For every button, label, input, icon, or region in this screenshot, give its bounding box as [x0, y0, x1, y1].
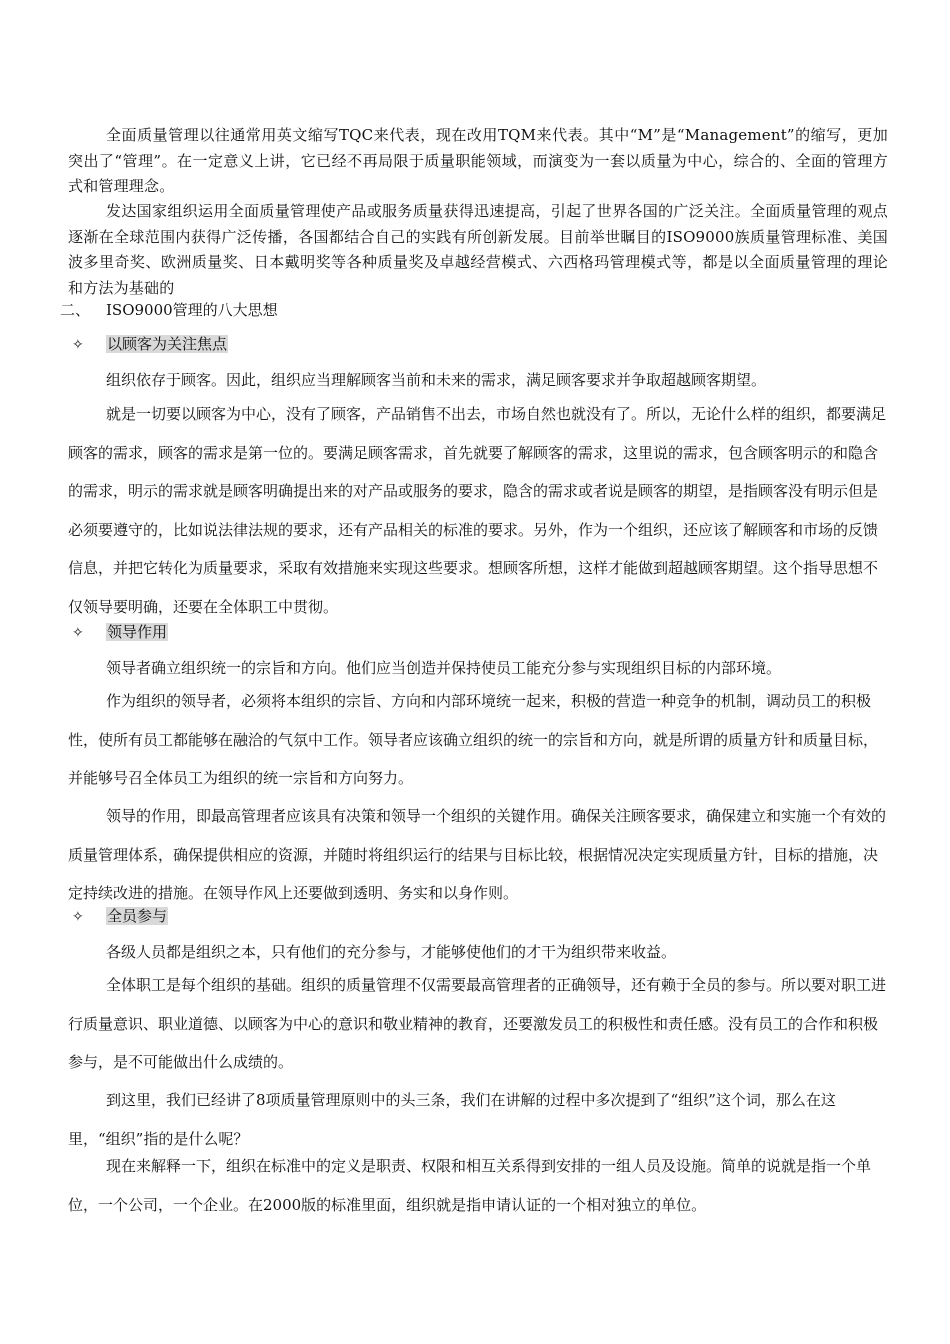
- principle-2-title: 领导作用: [107, 623, 168, 641]
- principle-1-summary: 组织依存于顾客。因此，组织应当理解顾客当前和未来的需求，满足顾客要求并争取超越顾客期望。: [106, 371, 767, 389]
- principle-1-detail: 就是一切要以顾客为中心，没有了顾客，产品销售不出去，市场自然也就没有了。所以，无论什么样的组织，都要满足顾客的需求，顾客的需求是第一位的。要满足顾客需求，首先就要了解顾客的需求，这里说的需求，包含顾客明示的和隐含的需求，明示的需求就是顾客明确提出来的对产品或服务的要求，隐含的需求或者说是顾客的期望，是指顾客没有明示但是必须要遵守的，比如说法律法规的要求，还有产品相关的标准的要求。另外，作为一个组织，还应该了解顾客和市场的反馈信息，并把它转化为质量要求，采取有效措施来实现这些要求。想顾客所想，这样才能做到超越顾客期望。这个指导思想不仅领导要明确，还要在全体职工中贯彻。: [68, 405, 887, 616]
- principle-3-detail-2: 到这里，我们已经讲了8项质量管理原则中的头三条，我们在讲解的过程中多次提到了“组织”这个词，那么在这里，“组织”指的是什么呢？: [68, 1091, 836, 1148]
- principle-1-title: 以顾客为关注焦点: [107, 335, 228, 353]
- principle-3-heading: [72, 904, 168, 929]
- principle-1-heading: [72, 332, 228, 357]
- principle-2-detail-1: 作为组织的领导者，必须将本组织的宗旨、方向和内部环境统一起来，积极的营造一种竞争的机制，调动员工的积极性，使所有员工都能够在融洽的气氛中工作。领导者应该确立组织的统一的宗旨和方向，就是所谓的质量方针和质量目标，并能够号召全体员工为组织的统一宗旨和方向努力。: [68, 692, 879, 787]
- principle-3-detail-1: 全体职工是每个组织的基础。组织的质量管理不仅需要最高管理者的正确领导，还有赖于全员的参与。所以要对职工进行质量意识、职业道德、以顾客为中心的意识和敬业精神的教育，还要激发员工的积极性和责任感。没有员工的合作和积极参与，是不可能做出什么成绩的。: [68, 976, 887, 1071]
- section-heading: [60, 298, 278, 322]
- principle-3-summary: 各级人员都是组织之本，只有他们的充分参与，才能够使他们的才干为组织带来收益。: [106, 943, 677, 961]
- intro-paragraph-1: 全面质量管理以往通常用英文缩写TQC来代表，现在改用TQM来代表。其中“M”是“Management”的缩写，更加突出了“管理”。在一定意义上讲，它已经不再局限于质量职能领域，而演变为一套以质量为中心，综合的、全面的管理方式和管理理念。: [68, 126, 888, 195]
- principle-3-title: 全员参与: [107, 907, 168, 925]
- principle-3-detail-3: 现在来解释一下，组织在标准中的定义是职责、权限和相互关系得到安排的一组人员及设施。简单的说就是指一个单位，一个公司，一个企业。在2000版的标准里面，组织就是指申请认证的一个相对独立的单位。: [68, 1157, 872, 1214]
- diamond-bullet-icon: ✧: [72, 909, 84, 925]
- principle-2-summary: 领导者确立组织统一的宗旨和方向。他们应当创造并保持使员工能充分参与实现组织目标的内部环境。: [106, 659, 782, 677]
- diamond-bullet-icon: ✧: [72, 625, 84, 641]
- section-title: ISO9000管理的八大思想: [106, 301, 278, 319]
- principle-2-detail-2: 领导的作用，即最高管理者应该具有决策和领导一个组织的关键作用。确保关注顾客要求，确保建立和实施一个有效的质量管理体系，确保提供相应的资源，并随时将组织运行的结果与目标比较，根据情况决定实现质量方针，目标的措施，决定持续改进的措施。在领导作风上还要做到透明、务实和以身作则。: [68, 807, 887, 902]
- principle-2-heading: [72, 620, 168, 645]
- intro-paragraph-2: 发达国家组织运用全面质量管理使产品或服务质量获得迅速提高，引起了世界各国的广泛关注。全面质量管理的观点逐渐在全球范围内获得广泛传播，各国都结合自己的实践有所创新发展。目前举世瞩目的ISO9000族质量管理标准、美国波多里奇奖、欧洲质量奖、日本戴明奖等各种质量奖及卓越经营模式、六西格玛管理模式等，都是以全面质量管理的理论和方法为基础的: [68, 202, 888, 297]
- diamond-bullet-icon: ✧: [72, 337, 84, 353]
- section-number: 二、: [60, 301, 91, 319]
